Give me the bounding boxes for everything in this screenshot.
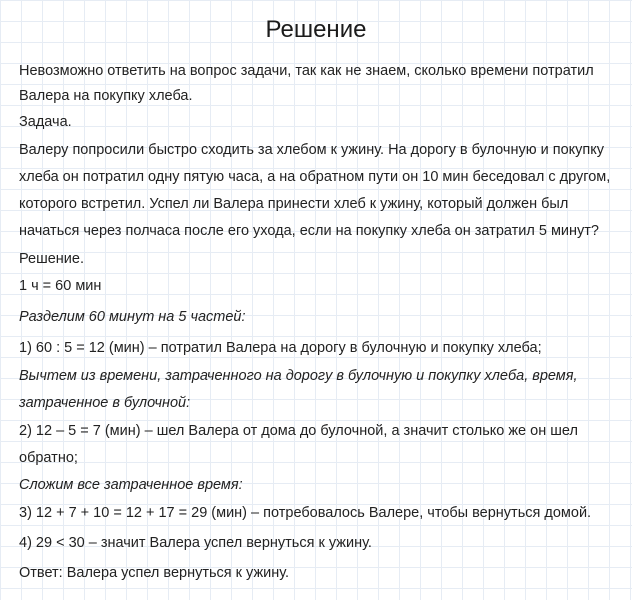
answer-intro-line-1: Невозможно ответить на вопрос задачи, так как не знаем, сколько времени потратил bbox=[19, 63, 594, 79]
page-title: Решение bbox=[265, 16, 367, 43]
solution-heading: Решение. bbox=[19, 251, 84, 267]
step-3: 3) 12 + 7 + 10 = 12 + 17 = 29 (мин) – потребовалось Валере, чтобы вернуться домой. bbox=[19, 505, 592, 521]
task-text-line-2: хлеба он потратил одну пятую часа, а на обратном пути он 10 мин беседовал с другом, bbox=[19, 169, 611, 185]
step-2-hint-line-2: затраченное в булочной: bbox=[19, 395, 191, 411]
step-3-hint: Сложим все затраченное время: bbox=[19, 477, 243, 493]
step-1: 1) 60 : 5 = 12 (мин) – потратил Валера на дорогу в булочную и покупку хлеба; bbox=[19, 340, 542, 356]
answer-intro-line-2: Валера на покупку хлеба. bbox=[19, 88, 193, 104]
step-4: 4) 29 < 30 – значит Валера успел вернуться к ужину. bbox=[19, 535, 372, 551]
step-2-hint-line-1: Вычтем из времени, затраченного на дорогу в булочную и покупку хлеба, время, bbox=[19, 368, 578, 384]
step-1-hint: Разделим 60 минут на 5 частей: bbox=[19, 309, 246, 325]
task-text-line-4: начаться через полчаса после его ухода, если на покупку хлеба он затратил 5 минут? bbox=[19, 223, 599, 239]
final-answer: Ответ: Валера успел вернуться к ужину. bbox=[19, 565, 290, 581]
task-heading: Задача. bbox=[19, 114, 72, 130]
task-text-line-3: которого встретил. Успел ли Валера принести хлеб к ужину, который должен был bbox=[19, 196, 569, 212]
task-text-line-1: Валеру попросили быстро сходить за хлебом к ужину. На дорогу в булочную и покупку bbox=[19, 142, 605, 158]
step-2-line-2: обратно; bbox=[19, 450, 78, 466]
step-2-line-1: 2) 12 – 5 = 7 (мин) – шел Валера от дома до булочной, а значит столько же он шел bbox=[19, 423, 578, 439]
unit-conversion: 1 ч = 60 мин bbox=[19, 278, 102, 294]
